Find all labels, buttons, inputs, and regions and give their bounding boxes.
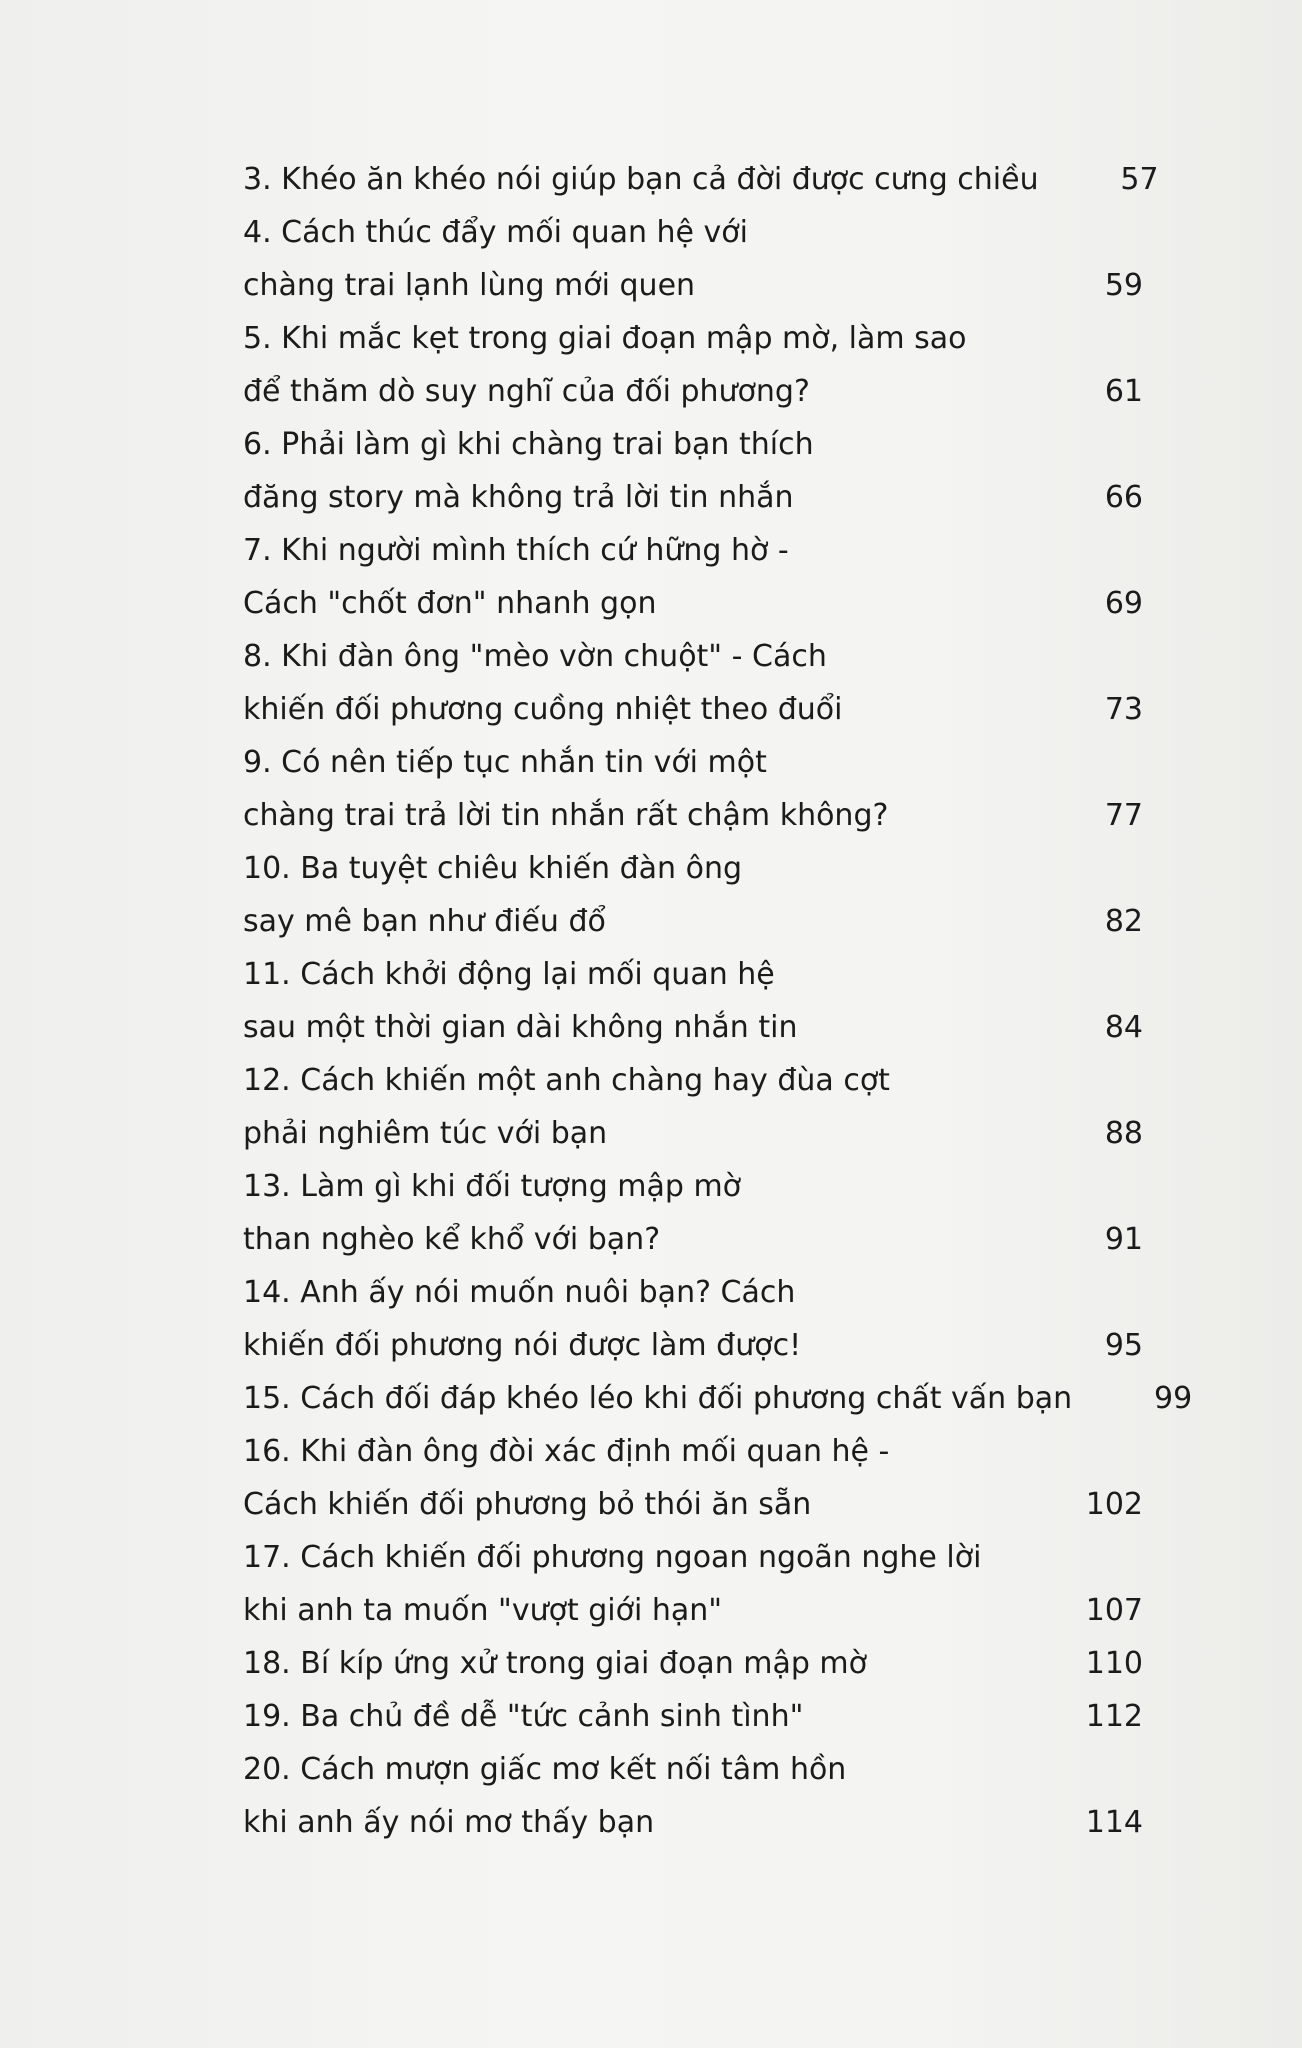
toc-entry — [243, 630, 1143, 736]
toc-page-number: 77 — [1104, 798, 1143, 833]
toc-page-number: 99 — [1154, 1381, 1193, 1416]
toc-entry-title: đăng story mà không trả lời tin nhắn — [243, 480, 794, 515]
toc-page-number: 73 — [1104, 692, 1143, 727]
toc-entry-title: 9. Có nên tiếp tục nhắn tin với một — [243, 745, 767, 780]
toc-entry-title: 18. Bí kíp ứng xử trong giai đoạn mập mờ — [243, 1646, 868, 1681]
toc-entry-line — [243, 1372, 1193, 1425]
toc-entry-title: Cách "chốt đơn" nhanh gọn — [243, 586, 657, 621]
toc-entry-line — [243, 1054, 1143, 1107]
toc-entry-line — [243, 895, 1143, 948]
toc-page-number: 95 — [1104, 1328, 1143, 1363]
toc-entry-title: say mê bạn như điếu đổ — [243, 904, 606, 939]
toc-entry-line — [243, 1425, 1143, 1478]
toc-entry-title: khi anh ấy nói mơ thấy bạn — [243, 1805, 655, 1840]
toc-entry-line — [243, 1001, 1143, 1054]
toc-entry-title: 16. Khi đàn ông đòi xác định mối quan hệ - — [243, 1434, 890, 1469]
toc-page-number: 82 — [1104, 904, 1143, 939]
toc-entry — [243, 1160, 1143, 1266]
toc-entry-line — [243, 524, 1143, 577]
toc-entry-title: 6. Phải làm gì khi chàng trai bạn thích — [243, 427, 814, 462]
toc-entry — [243, 418, 1143, 524]
toc-entry — [243, 524, 1143, 630]
toc-entry-title: 8. Khi đàn ông "mèo vờn chuột" - Cách — [243, 639, 827, 674]
toc-entry-title: 12. Cách khiến một anh chàng hay đùa cợt — [243, 1063, 890, 1098]
toc-entry-line — [243, 153, 1159, 206]
toc-entry-line — [243, 1319, 1143, 1372]
toc-page-number: 112 — [1085, 1699, 1143, 1734]
toc-entry-title: phải nghiêm túc với bạn — [243, 1116, 608, 1151]
toc-entry-title: khiến đối phương cuồng nhiệt theo đuổi — [243, 692, 843, 727]
toc-entry-title: chàng trai trả lời tin nhắn rất chậm không? — [243, 798, 889, 833]
toc-entry-title: 10. Ba tuyệt chiêu khiến đàn ông — [243, 851, 742, 886]
toc-page-number: 107 — [1085, 1593, 1143, 1628]
toc-entry-title: để thăm dò suy nghĩ của đối phương? — [243, 374, 810, 409]
toc-entry — [243, 736, 1143, 842]
toc-entry-line — [243, 1584, 1143, 1637]
toc-entry — [243, 1690, 1143, 1743]
toc-entry-line — [243, 1107, 1143, 1160]
toc-entry — [243, 1266, 1143, 1372]
toc-entry — [243, 842, 1143, 948]
toc-entry-title: 14. Anh ấy nói muốn nuôi bạn? Cách — [243, 1275, 796, 1310]
toc-entry-line — [243, 1266, 1143, 1319]
toc-page-number: 91 — [1104, 1222, 1143, 1257]
toc-entry-title: 4. Cách thúc đẩy mối quan hệ với — [243, 215, 748, 250]
toc-entry-line — [243, 736, 1143, 789]
toc-entry-title: than nghèo kể khổ với bạn? — [243, 1222, 661, 1257]
table-of-contents — [243, 153, 1193, 1849]
toc-entry-line — [243, 1690, 1143, 1743]
toc-entry-title: 3. Khéo ăn khéo nói giúp bạn cả đời được cưng chiều — [243, 162, 1039, 197]
toc-entry-line — [243, 1743, 1143, 1796]
toc-entry — [243, 1531, 1143, 1637]
toc-entry-title: 7. Khi người mình thích cứ hững hờ - — [243, 533, 789, 568]
toc-page-number: 110 — [1085, 1646, 1143, 1681]
toc-entry-line — [243, 1531, 1143, 1584]
toc-page-number: 66 — [1104, 480, 1143, 515]
toc-entry-line — [243, 842, 1143, 895]
toc-entry-title: 11. Cách khởi động lại mối quan hệ — [243, 957, 775, 992]
toc-page-number: 102 — [1085, 1487, 1143, 1522]
toc-entry — [243, 1425, 1143, 1531]
toc-entry-title: 13. Làm gì khi đối tượng mập mờ — [243, 1169, 742, 1204]
toc-entry — [243, 312, 1143, 418]
toc-entry-title: chàng trai lạnh lùng mới quen — [243, 268, 696, 303]
toc-entry-title: khiến đối phương nói được làm được! — [243, 1328, 802, 1363]
toc-entry-line — [243, 471, 1143, 524]
toc-entry-title: 19. Ba chủ đề dễ "tức cảnh sinh tình" — [243, 1699, 804, 1734]
toc-page-number: 114 — [1085, 1805, 1143, 1840]
toc-entry-line — [243, 312, 1143, 365]
toc-page-number: 57 — [1120, 162, 1159, 197]
toc-entry-title: khi anh ta muốn "vượt giới hạn" — [243, 1593, 723, 1628]
toc-entry-line — [243, 789, 1143, 842]
toc-page-number: 59 — [1104, 268, 1143, 303]
toc-entry-line — [243, 206, 1143, 259]
toc-entry-line — [243, 683, 1143, 736]
toc-entry-title: Cách khiến đối phương bỏ thói ăn sẵn — [243, 1487, 812, 1522]
toc-page-number: 88 — [1104, 1116, 1143, 1151]
toc-entry-line — [243, 1213, 1143, 1266]
toc-entry-line — [243, 630, 1143, 683]
toc-entry — [243, 206, 1143, 312]
toc-entry-line — [243, 365, 1143, 418]
toc-entry — [243, 1372, 1193, 1425]
toc-page-number: 61 — [1104, 374, 1143, 409]
toc-entry-title: 5. Khi mắc kẹt trong giai đoạn mập mờ, làm sao — [243, 321, 967, 356]
toc-entry-title: sau một thời gian dài không nhắn tin — [243, 1010, 798, 1045]
toc-entry — [243, 1637, 1143, 1690]
toc-entry — [243, 153, 1159, 206]
toc-entry-line — [243, 1160, 1143, 1213]
toc-entry — [243, 1054, 1143, 1160]
toc-entry-line — [243, 1637, 1143, 1690]
toc-entry-title: 17. Cách khiến đối phương ngoan ngoãn nghe lời — [243, 1540, 982, 1575]
toc-page-number: 69 — [1104, 586, 1143, 621]
toc-entry-line — [243, 1796, 1143, 1849]
toc-entry-title: 15. Cách đối đáp khéo léo khi đối phương chất vấn bạn — [243, 1381, 1073, 1416]
toc-entry — [243, 948, 1143, 1054]
toc-entry-title: 20. Cách mượn giấc mơ kết nối tâm hồn — [243, 1752, 847, 1787]
toc-entry-line — [243, 948, 1143, 1001]
toc-entry — [243, 1743, 1143, 1849]
toc-entry-line — [243, 1478, 1143, 1531]
toc-entry-line — [243, 418, 1143, 471]
toc-entry-line — [243, 259, 1143, 312]
toc-page-number: 84 — [1104, 1010, 1143, 1045]
toc-entry-line — [243, 577, 1143, 630]
